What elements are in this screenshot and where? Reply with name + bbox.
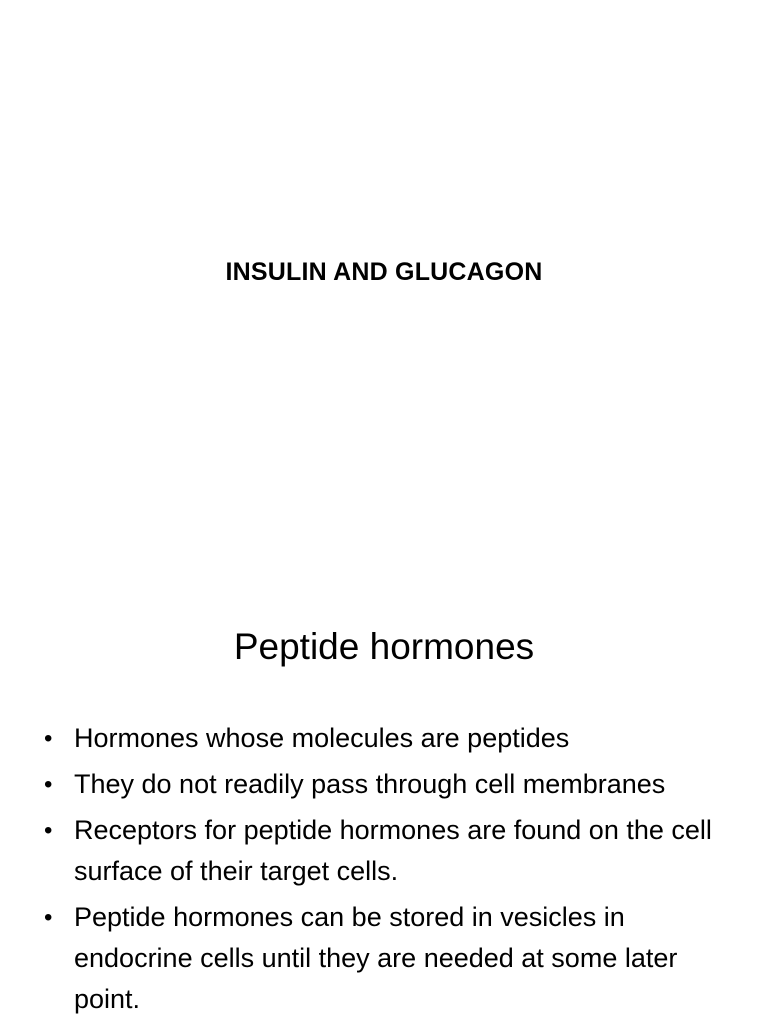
bullet-item	[44, 810, 724, 892]
bullet-item	[44, 897, 724, 1020]
bullet-text: Receptors for peptide hormones are found on the cell surface of their target cells.	[74, 815, 712, 886]
bullet-icon: •	[44, 771, 53, 798]
bullet-icon: •	[44, 817, 53, 844]
bullet-item	[44, 764, 724, 805]
slide-title: INSULIN AND GLUCAGON	[225, 258, 543, 286]
bullet-item	[44, 718, 724, 759]
bullet-text: Peptide hormones can be stored in vesicles in endocrine cells until they are needed at some later point.	[74, 902, 678, 1014]
slide-title: Peptide hormones	[233, 626, 535, 667]
bullet-icon: •	[44, 725, 53, 752]
bullet-icon: •	[44, 904, 53, 931]
bullet-list	[44, 718, 724, 1024]
bullet-text: They do not readily pass through cell membranes	[74, 769, 666, 799]
bullet-text: Hormones whose molecules are peptides	[74, 723, 570, 753]
slide-2	[0, 576, 768, 1024]
